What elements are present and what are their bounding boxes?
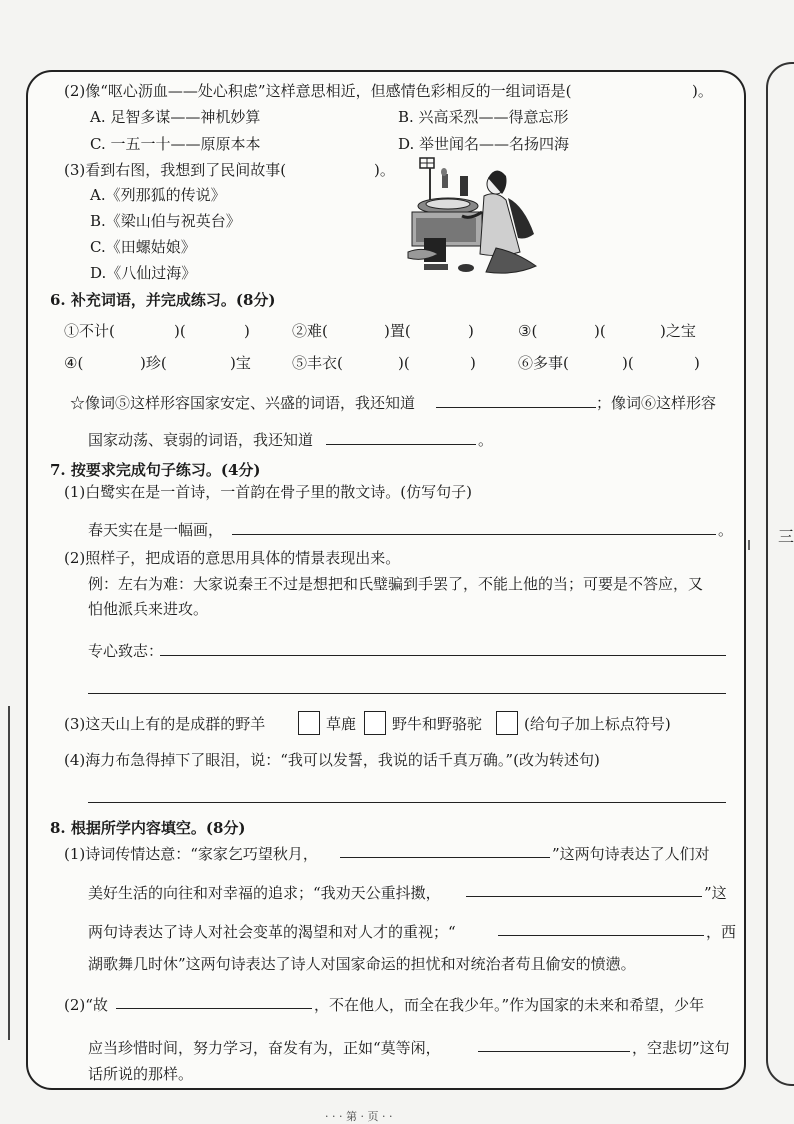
q6-title: 6. 补充词语，并完成练习。(8分) xyxy=(50,291,276,309)
q8-sub2-line-2a: 应当珍惜时间，努力学习，奋发有为，正如“莫等闲， xyxy=(88,1039,441,1057)
punctuation-box-3[interactable] xyxy=(496,711,518,735)
q6-word-2-mid: )置( xyxy=(384,322,411,340)
q7-sub3-text-4: (给句子加上标点符号) xyxy=(524,715,671,733)
q5-3-option-a: A.《列那狐的传说》 xyxy=(90,186,226,204)
q6-star-text-3: 国家动荡、衰弱的词语，我还知道 xyxy=(88,431,314,449)
q8-sub1-text-2: ”这两句诗表达了人们对 xyxy=(552,845,710,863)
q8-sub1-text-1: (1)诗词传情达意：“家家乞巧望秋月， xyxy=(64,845,318,863)
q6-star-text-1: ☆像词⑤这样形容国家安定、兴盛的词语，我还知道 xyxy=(70,394,416,412)
q5-3-stem: (3)看到右图，我想到了民间故事( xyxy=(64,161,287,179)
q6-word-5-end: ) xyxy=(470,354,476,372)
q8-answer-line-1[interactable] xyxy=(340,857,550,858)
q8-answer-line-5[interactable] xyxy=(478,1051,630,1052)
q7-sub2-answer-line-1[interactable] xyxy=(160,655,726,656)
q6-word-3-mid: )( xyxy=(594,322,606,340)
q5-3-option-b: B.《梁山伯与祝英台》 xyxy=(90,212,241,230)
q6-word-1: ①不计( xyxy=(64,322,115,340)
q6-word-3: ③( xyxy=(518,322,538,340)
q5-2-option-b: B. 兴高采烈——得意忘形 xyxy=(398,108,569,126)
q7-sub1: (1)白鹭实在是一首诗，一首韵在骨子里的散文诗。(仿写句子) xyxy=(64,483,472,501)
q5-3-stem-end: )。 xyxy=(374,161,395,179)
folk-story-illustration xyxy=(404,152,544,280)
q7-sub4: (4)海力布急得掉下了眼泪，说：“我可以发誓，我说的话千真万确。”(改为转述句) xyxy=(64,751,600,769)
q5-2-option-c: C. 一五一十——原原本本 xyxy=(90,135,261,153)
q6-word-1-end: ) xyxy=(244,322,250,340)
q6-answer-line-1[interactable] xyxy=(436,407,596,408)
q7-sub1-prompt: 春天实在是一幅画， xyxy=(88,521,224,539)
q6-answer-line-2[interactable] xyxy=(326,444,476,445)
q8-sub1-line-2b: ”这 xyxy=(704,884,727,902)
q6-word-6-mid: )( xyxy=(622,354,634,372)
punctuation-box-1[interactable] xyxy=(298,711,320,735)
binding-line xyxy=(8,706,10,1040)
q6-word-3-end: )之宝 xyxy=(660,322,696,340)
q8-sub1-line-3b: ，西 xyxy=(706,923,737,941)
q7-sub2-answer-line-2[interactable] xyxy=(88,693,726,694)
q6-word-5: ⑤丰衣( xyxy=(292,354,343,372)
q8-sub1-line-2a: 美好生活的向往和对幸福的追求；“我劝天公重抖擞， xyxy=(88,884,441,902)
q7-title: 7. 按要求完成句子练习。(4分) xyxy=(50,461,261,479)
q7-example-line-1: 例：左右为难：大家说秦王不过是想把和氏璧骗到手罢了，不能上他的当；可要是不答应，又 xyxy=(88,575,704,593)
q6-word-5-mid: )( xyxy=(398,354,410,372)
q5-3-option-d: D.《八仙过海》 xyxy=(90,264,197,282)
q7-sub1-answer-line[interactable] xyxy=(232,534,716,535)
q8-sub1-line-3a: 两句诗表达了诗人对社会变革的渴望和对人才的重视；“ xyxy=(88,923,456,941)
q6-word-4-end: )宝 xyxy=(230,354,251,372)
q8-sub1-line-4: 湖歌舞几时休”这两句诗表达了诗人对国家命运的担忧和对统治者苟且偷安的愤懑。 xyxy=(88,955,636,973)
margin-mark xyxy=(748,540,750,550)
q8-sub2-text-2: ，不在他人，而全在我少年。”作为国家的未来和希望，少年 xyxy=(314,996,705,1014)
q6-word-4: ④( xyxy=(64,354,84,372)
q6-star-end: 。 xyxy=(478,431,494,449)
q8-sub2-line-2b: ，空悲切”这句 xyxy=(632,1039,730,1057)
q6-word-4-mid: )珍( xyxy=(140,354,167,372)
side-section-mark: 三 xyxy=(778,527,794,546)
next-page-frame xyxy=(766,62,794,1086)
q8-answer-line-4[interactable] xyxy=(116,1008,312,1009)
q5-2-option-d: D. 举世闻名——名扬四海 xyxy=(398,135,570,153)
q8-title: 8. 根据所学内容填空。(8分) xyxy=(50,819,246,837)
q5-2-stem-end: )。 xyxy=(692,82,713,100)
q5-3-option-c: C.《田螺姑娘》 xyxy=(90,238,196,256)
q7-sub3-text-3: 野牛和野骆驼 xyxy=(392,715,483,733)
q7-sub3-text-2: 草鹿 xyxy=(326,715,357,733)
q7-sub2-prompt: 专心致志： xyxy=(88,642,164,660)
q7-example-line-2: 怕他派兵来进攻。 xyxy=(88,600,209,618)
q6-word-1-mid: )( xyxy=(174,322,186,340)
q7-sub4-answer-line[interactable] xyxy=(88,802,726,803)
q8-answer-line-3[interactable] xyxy=(498,935,704,936)
q6-word-2-end: ) xyxy=(468,322,474,340)
q6-word-6: ⑥多事( xyxy=(518,354,569,372)
q6-word-6-end: ) xyxy=(694,354,700,372)
punctuation-box-2[interactable] xyxy=(364,711,386,735)
q7-sub2: (2)照样子，把成语的意思用具体的情景表现出来。 xyxy=(64,549,401,567)
q7-sub3-text-1: (3)这天山上有的是成群的野羊 xyxy=(64,715,266,733)
q5-2-stem: (2)像“呕心沥血——处心积虑”这样意思相近，但感情色彩相反的一组词语是( xyxy=(64,82,572,100)
q7-sub1-end: 。 xyxy=(718,521,734,539)
q6-star-text-2: ；像词⑥这样形容 xyxy=(596,394,717,412)
q6-word-2: ②难( xyxy=(292,322,328,340)
q8-sub2-text-1: (2)“故 xyxy=(64,996,108,1014)
q8-answer-line-2[interactable] xyxy=(466,896,702,897)
q5-2-option-a: A. 足智多谋——神机妙算 xyxy=(90,108,261,126)
page-footer: · · · 第 · 页 · · xyxy=(325,1110,393,1123)
q8-sub2-line-3: 话所说的那样。 xyxy=(88,1065,194,1083)
